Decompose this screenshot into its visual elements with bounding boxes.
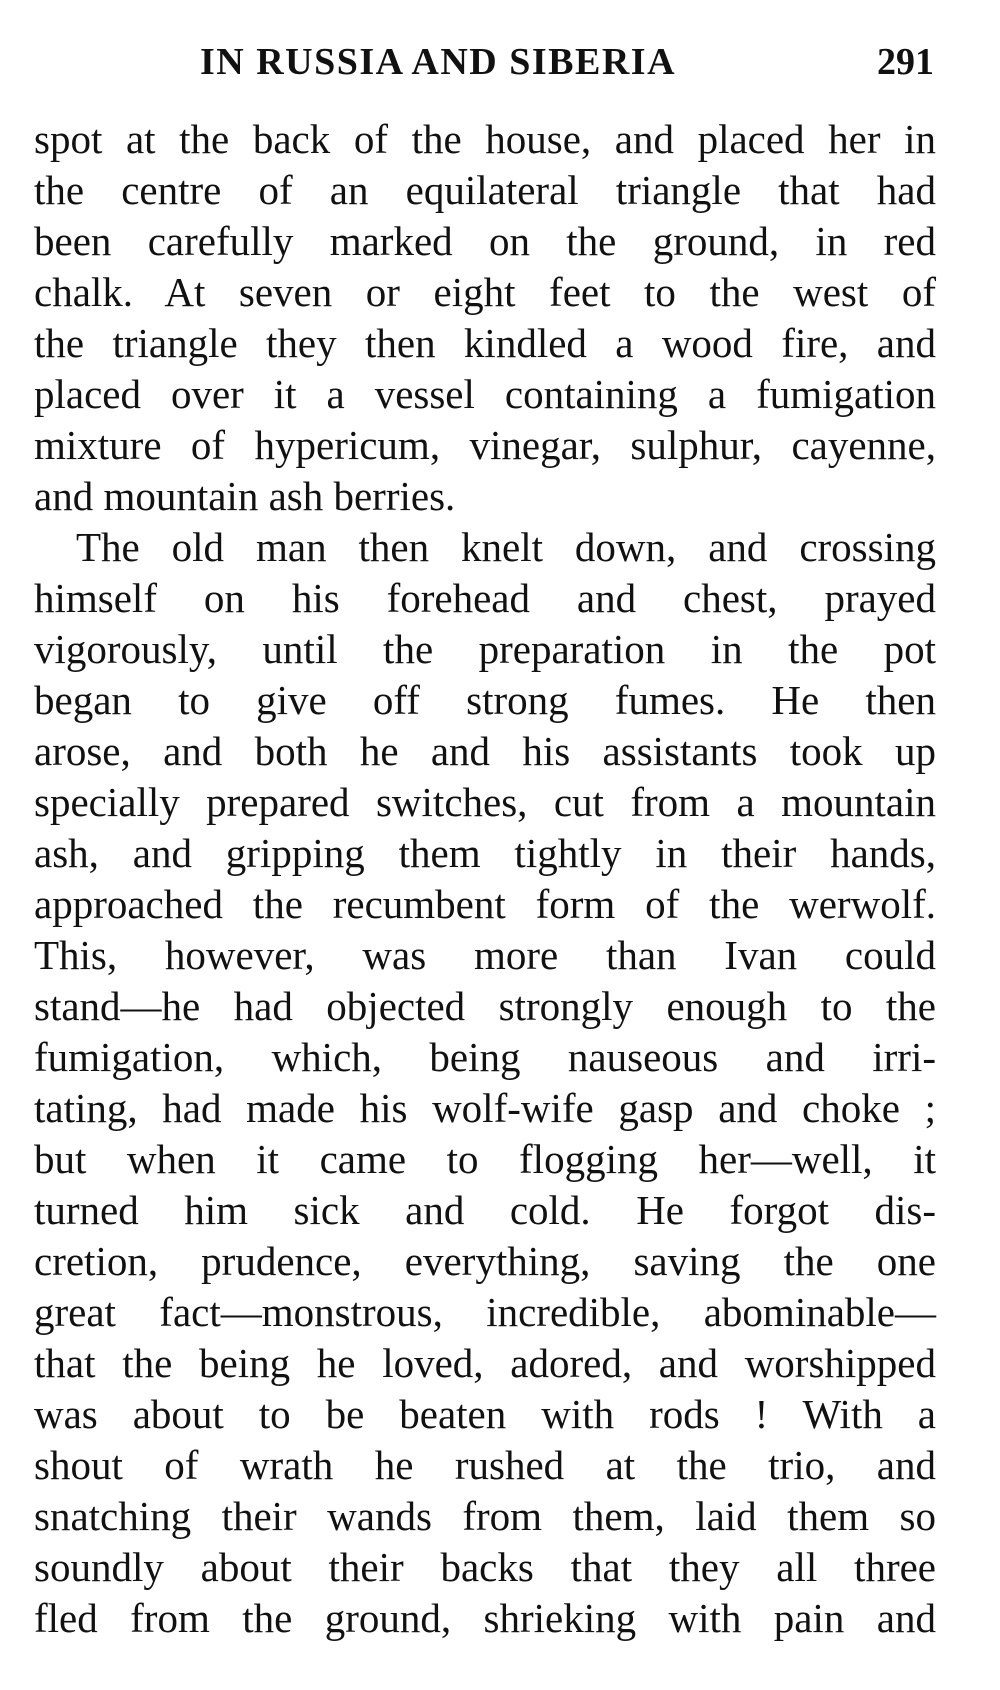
text-line: vigorously, until the preparation in the pot xyxy=(34,626,936,672)
text-line: tating, had made his wolf-wife gasp and choke ; xyxy=(34,1085,936,1131)
running-title: IN RUSSIA AND SIBERIA xyxy=(200,41,677,83)
text-line: that the being he loved, adored, and worshipped xyxy=(34,1340,936,1386)
text-line: stand—he had objected strongly enough to the xyxy=(34,983,936,1029)
body-text xyxy=(34,114,936,1644)
running-head xyxy=(34,36,934,88)
text-line: but when it came to flogging her—well, it xyxy=(34,1136,936,1182)
text-line: was about to be beaten with rods ! With a xyxy=(34,1391,936,1437)
text-line: spot at the back of the house, and placed her in xyxy=(34,116,936,162)
text-line: turned him sick and cold. He forgot dis- xyxy=(34,1187,936,1233)
text-line: the centre of an equilateral triangle that had xyxy=(34,167,936,213)
text-line: the triangle they then kindled a wood fire, and xyxy=(34,320,936,366)
paragraph xyxy=(34,114,936,522)
text-line: This, however, was more than Ivan could xyxy=(34,932,936,978)
text-line: ash, and gripping them tightly in their hands, xyxy=(34,830,936,876)
text-line: arose, and both he and his assistants took up xyxy=(34,728,936,774)
text-line: shout of wrath he rushed at the trio, and xyxy=(34,1442,936,1488)
text-line: soundly about their backs that they all three xyxy=(34,1544,936,1590)
text-line: been carefully marked on the ground, in red xyxy=(34,218,936,264)
text-line: fumigation, which, being nauseous and irri- xyxy=(34,1034,936,1080)
text-line: cretion, prudence, everything, saving the one xyxy=(34,1238,936,1284)
text-line: mixture of hypericum, vinegar, sulphur, cayenne, xyxy=(34,422,936,468)
text-line: fled from the ground, shrieking with pain and xyxy=(34,1595,936,1641)
page-number: 291 xyxy=(877,41,934,83)
text-line: approached the recumbent form of the werwolf. xyxy=(34,881,936,927)
text-line: snatching their wands from them, laid them so xyxy=(34,1493,936,1539)
text-line: began to give off strong fumes. He then xyxy=(34,677,936,723)
text-line: specially prepared switches, cut from a mountain xyxy=(34,779,936,825)
text-line: placed over it a vessel containing a fumigation xyxy=(34,371,936,417)
text-line: chalk. At seven or eight feet to the west of xyxy=(34,269,936,315)
text-line: The old man then knelt down, and crossing xyxy=(76,524,936,570)
text-line: great fact—monstrous, incredible, abominable— xyxy=(34,1289,936,1335)
text-line: and mountain ash berries. xyxy=(34,473,456,519)
text-line: himself on his forehead and chest, prayed xyxy=(34,575,936,621)
paragraph xyxy=(34,522,936,1644)
